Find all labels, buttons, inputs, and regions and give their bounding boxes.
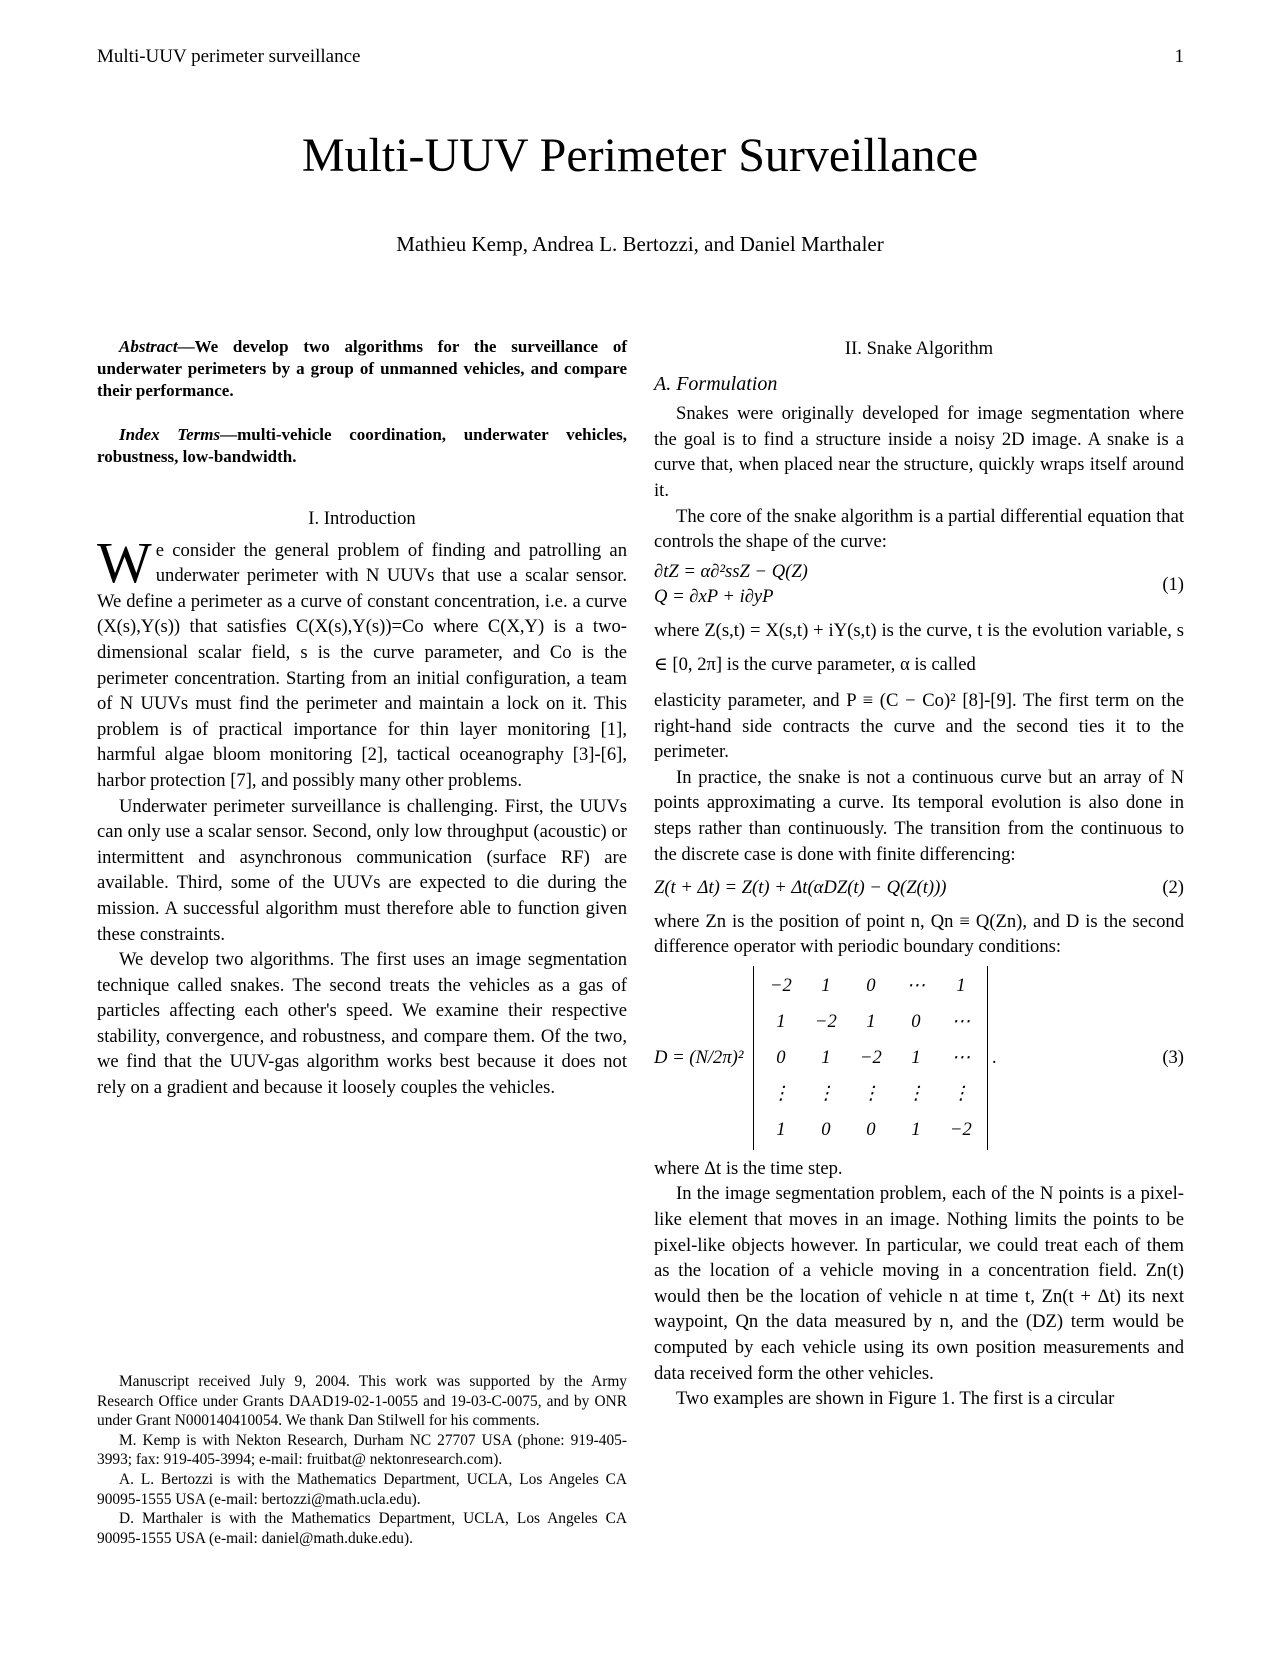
snake-paragraph-8: Two examples are shown in Figure 1. The first is a circular [676, 1388, 1115, 1410]
equation-3: D = (N/2π)² −2 1 0 ⋯ 1 1 −2 1 0 ⋯ 0 1 −2 1 ⋯ ⋮ ⋮ ⋮ ⋮ ⋮ 1 0 0 1 −2 . (3) [654, 966, 1184, 1150]
matrix-cell: ⋮ [951, 1082, 971, 1104]
snake-paragraph-3b: elasticity parameter, and P ≡ (C − Co)² [8]-[9]. The first term on the right-hand side contracts the curve and the second ties it to the perimeter. [654, 689, 1184, 763]
subsection-heading-formulation: A. Formulation [654, 372, 778, 395]
snake-paragraph-2: The core of the snake algorithm is a partial differential equation that controls the shape of the curve: [654, 505, 1184, 553]
matrix-cell: ⋮ [816, 1082, 836, 1104]
abstract [97, 336, 627, 402]
snake-paragraph-5: where Zn is the position of point n, Qn ≡ Q(Zn), and D is the second difference operator with periodic boundary conditions: [654, 910, 1184, 958]
matrix-cell: 1 [776, 1118, 786, 1140]
intro-paragraph-2: Underwater perimeter surveillance is challenging. First, the UUVs can only use a scalar sensor. Second, only low throughput (acoustic) or intermittent and asynchronous communication (surface RF) are available. Third, some of the UUVs are expected to die during the mission. A successful algorithm must therefore able to function given these constraints. [97, 795, 627, 945]
intro-paragraph-1: We consider the general problem of finding and patrolling an underwater perimeter with N UUVs that use a scalar sensor. We define a perimeter as a curve of constant concentration, i.e. a curve (X(s),Y(s)) that satisfies C(X(s),Y(s))=Co where C(X,Y) is a two-dimensional scalar field, s is the curve parameter, and Co is the perimeter concentration. Starting from an initial configuration, a team of N UUVs must find the perimeter and maintain a lock on it. This problem is of practical importance for thin layer monitoring [1], harmful algae bloom monitoring [2], tactical oceanography [3]-[6], harbor protection [7], and possibly many other problems. [97, 529, 627, 791]
matrix-cell: 1 [956, 974, 966, 996]
matrix-cell: −2 [814, 1010, 837, 1032]
snake-paragraph-1: Snakes were originally developed for image segmentation where the goal is to find a structure inside a noisy 2D image. A snake is a curve that, when placed near the structure, quickly wraps itself around it. [654, 403, 1184, 501]
matrix-cell: 1 [821, 1046, 831, 1068]
equation-2 [654, 875, 1184, 901]
snake-paragraph-4: In practice, the snake is not a continuous curve but an array of N points approximating a curve. Its temporal evolution is also done in steps rather than continuously. The transition from the continuous to the discrete case is done with finite differencing: [654, 766, 1184, 865]
matrix-cell: ⋯ [906, 974, 926, 996]
abstract-text: —We develop two algorithms for the surveillance of underwater perimeters by a group of unmanned vehicles, and compare their performance. [97, 337, 627, 400]
footnote: A. L. Bertozzi is with the Mathematics Department, UCLA, Los Angeles CA 90095-1555 USA (e-mail: bertozzi@math.ucla.edu). [97, 1470, 627, 1508]
snake-paragraph-3a: where Z(s,t) = X(s,t) + iY(s,t) is the curve, t is the evolution variable, s ∈ [0, 2π] is the curve parameter, α is called [654, 619, 1184, 675]
running-title: Multi-UUV perimeter surveillance [97, 46, 361, 67]
matrix-cell: 0 [911, 1010, 921, 1032]
intro-paragraph-3: We develop two algorithms. The first uses an image segmentation technique called snakes. The second treats the vehicles as a gas of particles affecting each other's speed. We examine their respective stability, convergence, and robustness, and compare them. Of the two, we find that the UUV-gas algorithm works best because it does not rely on a gradient and because it loosely couples the vehicles. [97, 949, 627, 1099]
matrix-cell: 0 [821, 1118, 831, 1140]
matrix-cell: ⋮ [771, 1082, 791, 1104]
matrix-cell: 0 [866, 974, 876, 996]
matrix-cell: −2 [949, 1118, 972, 1140]
matrix-cell: ⋮ [906, 1082, 926, 1104]
footnotes [97, 1372, 627, 1548]
matrix-cell: −2 [859, 1046, 882, 1068]
left-column [97, 336, 627, 1101]
matrix-cell: 1 [866, 1010, 876, 1032]
equation-1-line-2: Q = ∂xP + i∂yP [654, 586, 774, 608]
matrix-cell: 1 [776, 1010, 786, 1032]
abstract-label: Abstract [119, 337, 178, 356]
matrix-cell: 1 [911, 1118, 921, 1140]
matrix-cell: ⋯ [951, 1010, 971, 1032]
equation-number: (2) [1162, 877, 1184, 899]
index-terms-label: Index Terms [119, 425, 221, 444]
drop-cap: W [97, 529, 152, 595]
snake-paragraph-6: where Δt is the time step. [654, 1157, 843, 1179]
equation-3-lhs: D = (N/2π)² [654, 1047, 744, 1069]
index-terms [97, 424, 627, 468]
page-number: 1 [1174, 46, 1184, 67]
paper-title: Multi-UUV Perimeter Surveillance [301, 129, 979, 182]
matrix-cell: 1 [821, 974, 831, 996]
matrix-cell: ⋮ [861, 1082, 881, 1104]
author-list: Mathieu Kemp, Andrea L. Bertozzi, and Daniel Marthaler [396, 232, 884, 256]
matrix-cell: −2 [769, 974, 792, 996]
equation-2-body: Z(t + Δt) = Z(t) + Δt(αDZ(t) − Q(Z(t))) [654, 877, 947, 899]
equation-1-line-1: ∂tZ = α∂²ssZ − Q(Z) [654, 560, 808, 582]
right-column [654, 336, 1184, 1412]
footnote: M. Kemp is with Nekton Research, Durham NC 27707 USA (phone: 919-405-3993; fax: 919-405-3994; e-mail: fruitbat@ nektonresearch.com). [97, 1431, 627, 1469]
index-terms-text: —multi-vehicle coordination, underwater vehicles, robustness, low-bandwidth. [97, 425, 627, 466]
matrix-cell: 0 [866, 1118, 876, 1140]
section-heading-snake: II. Snake Algorithm [844, 338, 994, 359]
footnote: D. Marthaler is with the Mathematics Department, UCLA, Los Angeles CA 90095-1555 USA (e-mail: daniel@math.duke.edu). [97, 1510, 627, 1547]
equation-1 [654, 559, 1184, 610]
equation-number: (1) [1162, 573, 1184, 595]
equation-number: (3) [1162, 1047, 1184, 1069]
footnote: Manuscript received July 9, 2004. This work was supported by the Army Research Office under Grants DAAD19-02-1-0055 and 19-03-C-0075, and by ONR under Grant N000140410054. We thank Dan Stilwell for his comments. [97, 1373, 627, 1430]
periodic-difference-matrix [753, 966, 988, 1150]
section-heading-introduction: I. Introduction [308, 508, 416, 529]
matrix-cell: ⋯ [951, 1046, 971, 1068]
snake-paragraph-7: In the image segmentation problem, each of the N points is a pixel-like element that moves in an image. Nothing limits the points to be pixel-like objects however. In particular, we could treat each of them as the location of a vehicle moving in a concentration field. Zn(t) would then be the location of vehicle n at time t, Zn(t + Δt) its next waypoint, Qn the data measured by n, and the (DZ) term would be computed by each vehicle using its own position measurements and data received form the other vehicles. [654, 1183, 1184, 1384]
matrix-cell: 1 [911, 1046, 921, 1068]
matrix-cell: 0 [776, 1046, 786, 1068]
